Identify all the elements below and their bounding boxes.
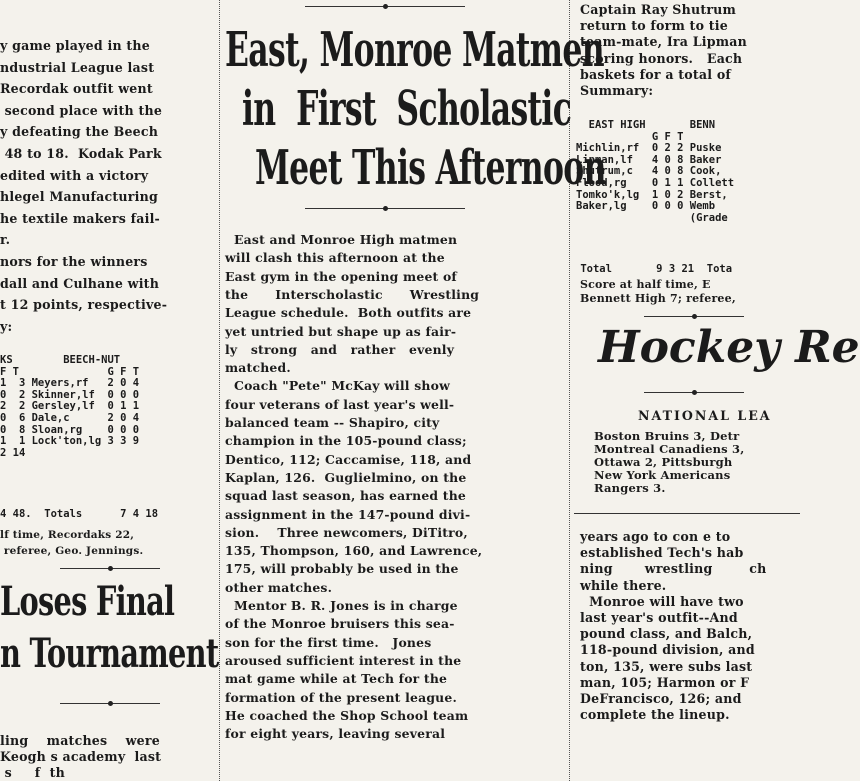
left-top-line: r. bbox=[0, 232, 11, 248]
right-top-line: Captain Ray Shutrum bbox=[580, 2, 737, 17]
left-summary-2: referee, Geo. Jennings. bbox=[0, 545, 144, 557]
left-summary-1: lf time, Recordaks 22, bbox=[0, 529, 135, 541]
right-top-line: return to form to tie bbox=[580, 18, 728, 34]
left-top-line: ndustrial League last bbox=[0, 59, 155, 75]
right-totals: Total 9 3 21 Tota bbox=[574, 263, 733, 275]
left-box-line: 0 2 Skinner,lf 0 0 0 bbox=[0, 388, 140, 401]
hockey-dot bbox=[692, 390, 697, 395]
mid-body-line: son for the first time. Jones bbox=[225, 634, 432, 650]
left-box-line: F T G F T bbox=[0, 365, 140, 378]
mid-headline-dot bbox=[383, 206, 388, 211]
left-box-line: KS BEECH-NUT bbox=[0, 354, 121, 366]
mid-body-line: assignment in the 147-pound divi- bbox=[225, 506, 471, 522]
left-box-line: 1 3 Meyers,rf 2 0 4 bbox=[0, 377, 140, 390]
mid-body-line: the Interscholastic Wrestling bbox=[225, 286, 480, 302]
left-box-line: 2 14 bbox=[0, 446, 26, 459]
mid-body-line: He coached the Shop School team bbox=[225, 707, 469, 723]
mid-body-line: yet untried but shape up as fair- bbox=[225, 323, 457, 339]
mid-top-dot bbox=[383, 4, 388, 9]
left-box-line: 1 1 Lock'ton,lg 3 3 9 bbox=[0, 435, 140, 448]
right-bottom-line: established Tech's hab bbox=[580, 545, 744, 561]
right-bottom-line: 118-pound division, and bbox=[580, 642, 755, 658]
left-headline-2: n Tournament bbox=[0, 630, 219, 677]
mid-body-line: ly strong and rather evenly bbox=[225, 341, 455, 357]
mid-body-line: East gym in the opening meet of bbox=[225, 268, 457, 284]
mid-body-line: matched. bbox=[225, 360, 291, 376]
mid-body-line: aroused sufficient interest in the bbox=[225, 652, 462, 668]
left-bottom-3: s f th bbox=[0, 765, 79, 780]
right-box-line: Tomko'k,lg 1 0 2 Berst, bbox=[576, 188, 728, 201]
right-box-line: Flood,rg 0 1 1 Collett bbox=[576, 177, 735, 189]
mid-body-line: 135, Thompson, 160, and Lawrence, bbox=[225, 543, 483, 559]
right-box-line: Shutrum,c 4 0 8 Cook, bbox=[576, 165, 722, 178]
right-league-line: Boston Bruins 3, Detr bbox=[594, 429, 740, 443]
left-bottom-2: Keogh s academy last bbox=[0, 749, 162, 764]
left-top-line: nors for the winners bbox=[0, 254, 148, 269]
mid-body-line: mat game while at Tech for the bbox=[225, 671, 448, 687]
right-league-line: Montreal Canadiens 3, bbox=[594, 442, 745, 456]
left-top-line: dall and Culhane with bbox=[0, 275, 160, 291]
left-totals: 4 48. Totals 7 4 18 bbox=[0, 508, 159, 520]
league-title: NATIONAL LEA bbox=[638, 408, 772, 423]
left-headline-1: Loses Final bbox=[0, 578, 175, 625]
left-box-line: 0 8 Sloan,rg 0 0 0 bbox=[0, 423, 140, 436]
mid-body-line: balanced team -- Shapiro, city bbox=[225, 415, 440, 430]
right-bottom-line: years ago to con e to bbox=[580, 529, 731, 544]
right-summary-2: Bennett High 7; referee, bbox=[580, 292, 736, 305]
right-top-line: Summary: bbox=[580, 83, 654, 98]
right-bottom-line: ton, 135, were subs last bbox=[580, 658, 753, 674]
mid-body-line: squad last season, has earned the bbox=[225, 488, 467, 504]
middle-column bbox=[225, 0, 606, 781]
right-lower-rule bbox=[574, 513, 800, 514]
right-divider-dot bbox=[692, 314, 697, 319]
right-box-line: Lipman,lf 4 0 8 Baker bbox=[576, 153, 722, 166]
right-box-line: G F T bbox=[576, 130, 684, 143]
headline-line-3: Meet This Afternoon bbox=[255, 140, 606, 196]
mid-body-line: Mentor B. R. Jones is in charge bbox=[225, 598, 458, 613]
mid-body-line: League schedule. Both outfits are bbox=[225, 305, 472, 321]
left-top-line: t 12 points, respective- bbox=[0, 297, 168, 313]
right-bottom-line: last year's outfit--And bbox=[580, 610, 738, 625]
right-bottom-line: complete the lineup. bbox=[580, 707, 730, 723]
right-box-line: (Grade bbox=[576, 211, 728, 224]
left-top-line: Recordak outfit went bbox=[0, 81, 153, 97]
right-league-line: Ottawa 2, Pittsburgh bbox=[594, 455, 733, 469]
right-bottom-line: ning wrestling ch bbox=[580, 561, 767, 577]
right-bottom-line: Monroe will have two bbox=[580, 593, 744, 609]
mid-body-line: 175, will probably be used in the bbox=[225, 561, 459, 577]
left-column bbox=[0, 0, 219, 781]
mid-body-line: Coach "Pete" McKay will show bbox=[225, 378, 450, 394]
left-divider-dot bbox=[108, 566, 113, 571]
left-top-line: 48 to 18. Kodak Park bbox=[0, 146, 162, 161]
headline-line-2: in First Scholastic bbox=[242, 81, 572, 137]
left-top-line: second place with the bbox=[0, 102, 163, 118]
mid-body-line: Kaplan, 126. Guglielmino, on the bbox=[225, 469, 467, 485]
left-top-line: y defeating the Beech bbox=[0, 124, 159, 140]
left-box-line: 0 6 Dale,c 2 0 4 bbox=[0, 412, 140, 424]
column-rule-left bbox=[219, 0, 220, 781]
right-bottom-line: while there. bbox=[580, 577, 667, 593]
mid-body-line: formation of the present league. bbox=[225, 689, 457, 705]
right-league-line: Rangers 3. bbox=[594, 481, 666, 495]
left-top-line: y: bbox=[0, 318, 13, 334]
right-box-line: EAST HIGH BENN bbox=[576, 119, 716, 131]
left-top-line: y game played in the bbox=[0, 38, 150, 53]
mid-body-line: sion. Three newcomers, DiTitro, bbox=[225, 524, 468, 540]
headline-line-1: East, Monroe Matmen bbox=[225, 22, 604, 78]
mid-body-line: champion in the 105-pound class; bbox=[225, 433, 467, 449]
left-box-line: 2 2 Gersley,lf 0 1 1 bbox=[0, 400, 140, 413]
mid-body-line: Dentico, 112; Caccamise, 118, and bbox=[225, 451, 472, 467]
left-top-line: edited with a victory bbox=[0, 167, 149, 183]
right-top-line: scoring honors. Each bbox=[580, 50, 743, 66]
right-column bbox=[574, 0, 860, 781]
right-bottom-line: man, 105; Harmon or F bbox=[580, 674, 750, 690]
right-bottom-line: pound class, and Balch, bbox=[580, 626, 753, 642]
left-bottom-1: ling matches were bbox=[0, 733, 160, 748]
right-summary-1: Score at half time, E bbox=[580, 278, 711, 291]
right-box-line: Michlin,rf 0 2 2 Puske bbox=[576, 142, 722, 155]
right-bottom-line: DeFrancisco, 126; and bbox=[580, 691, 742, 706]
hockey-headline: Hockey Re bbox=[598, 322, 860, 373]
mid-body-line: will clash this afternoon at the bbox=[225, 250, 445, 266]
mid-body-line: four veterans of last year's well- bbox=[225, 396, 455, 412]
right-league-line: New York Americans bbox=[594, 468, 731, 482]
left-top-line: hlegel Manufacturing bbox=[0, 189, 158, 205]
left-headline-dot bbox=[108, 701, 113, 706]
mid-body-line: for eight years, leaving several bbox=[225, 726, 446, 742]
left-top-line: he textile makers fail- bbox=[0, 210, 160, 226]
right-top-line: team-mate, Ira Lipman bbox=[580, 34, 747, 50]
right-top-line: baskets for a total of bbox=[580, 66, 732, 82]
mid-body-line: of the Monroe bruisers this sea- bbox=[225, 616, 455, 632]
mid-body-line: other matches. bbox=[225, 579, 333, 595]
right-box-line: Baker,lg 0 0 0 Wemb bbox=[576, 200, 716, 213]
mid-body-line: East and Monroe High matmen bbox=[225, 232, 458, 247]
